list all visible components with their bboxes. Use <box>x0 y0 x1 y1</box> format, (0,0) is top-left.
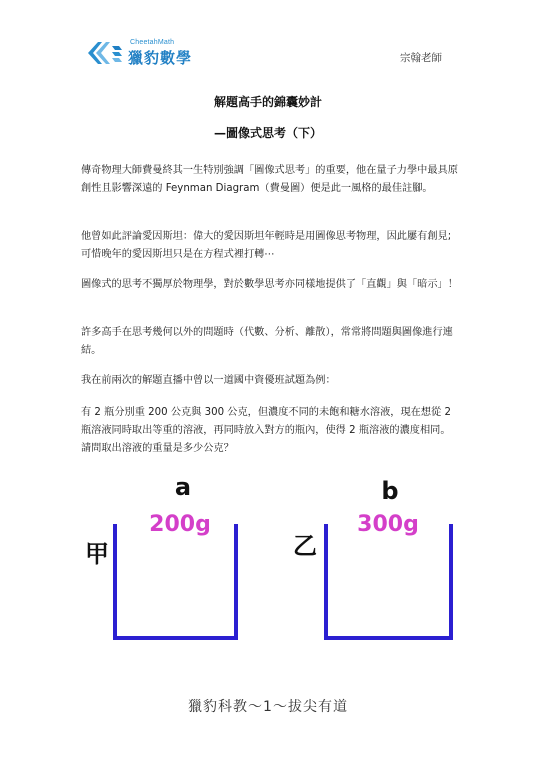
paragraph-experts: 許多高手在思考幾何以外的問題時（代數、分析、離散），常常將問題與圖像進行連結。 <box>81 327 453 356</box>
paragraph-example-intro: 我在前兩次的解題直播中曾以一道國中資優班試題為例： <box>81 375 336 386</box>
document-subtitle: —圖像式思考（下） <box>213 126 322 140</box>
left-container-weight: 200g <box>149 512 211 537</box>
right-container-letter: b <box>381 477 399 505</box>
logo-chinese-text: 獵豹數學 <box>128 49 193 67</box>
page-footer: 獵豹科教～1～拔尖有道 <box>188 699 348 715</box>
paragraph-feynman: 傳奇物理大師費曼終其一生特別強調「圖像式思考」的重要，他在量子力學中最具原創性且影響深遠的 Feynman Diagram（費曼圖）便是此一風格的最佳註腳。 <box>81 165 458 194</box>
paragraph-intuition: 圖像式的思考不獨厚於物理學，對於數學思考亦同樣地提供了「直觀」與「暗示」！ <box>81 279 458 290</box>
teacher-name: 宗翰老師 <box>400 52 442 64</box>
left-container-outline <box>115 524 236 638</box>
paragraph-problem: 有 2 瓶分別重 200 公克與 300 公克，但濃度不同的未飽和糖水溶液，現在想從 2 瓶溶液同時取出等重的溶液，再同時放入對方的瓶內，使得 2 瓶溶液的濃度相同。請問取出溶液的重量是多少公克？ <box>81 407 451 454</box>
left-container-letter: a <box>174 473 192 501</box>
document-title: 解題高手的錦囊妙計 <box>213 95 322 109</box>
right-container-outline <box>326 524 451 638</box>
left-container-name: 甲 <box>85 540 109 568</box>
right-container-name: 乙 <box>293 532 317 560</box>
paragraph-einstein: 他曾如此評論愛因斯坦：偉大的愛因斯坦年輕時是用圖像思考物理，因此屢有創見;可惜晚年的愛因斯坦只是在方程式裡打轉⋯ <box>81 231 452 260</box>
right-container-weight: 300g <box>357 512 419 537</box>
logo-english-text: CheetahMath <box>130 39 175 46</box>
